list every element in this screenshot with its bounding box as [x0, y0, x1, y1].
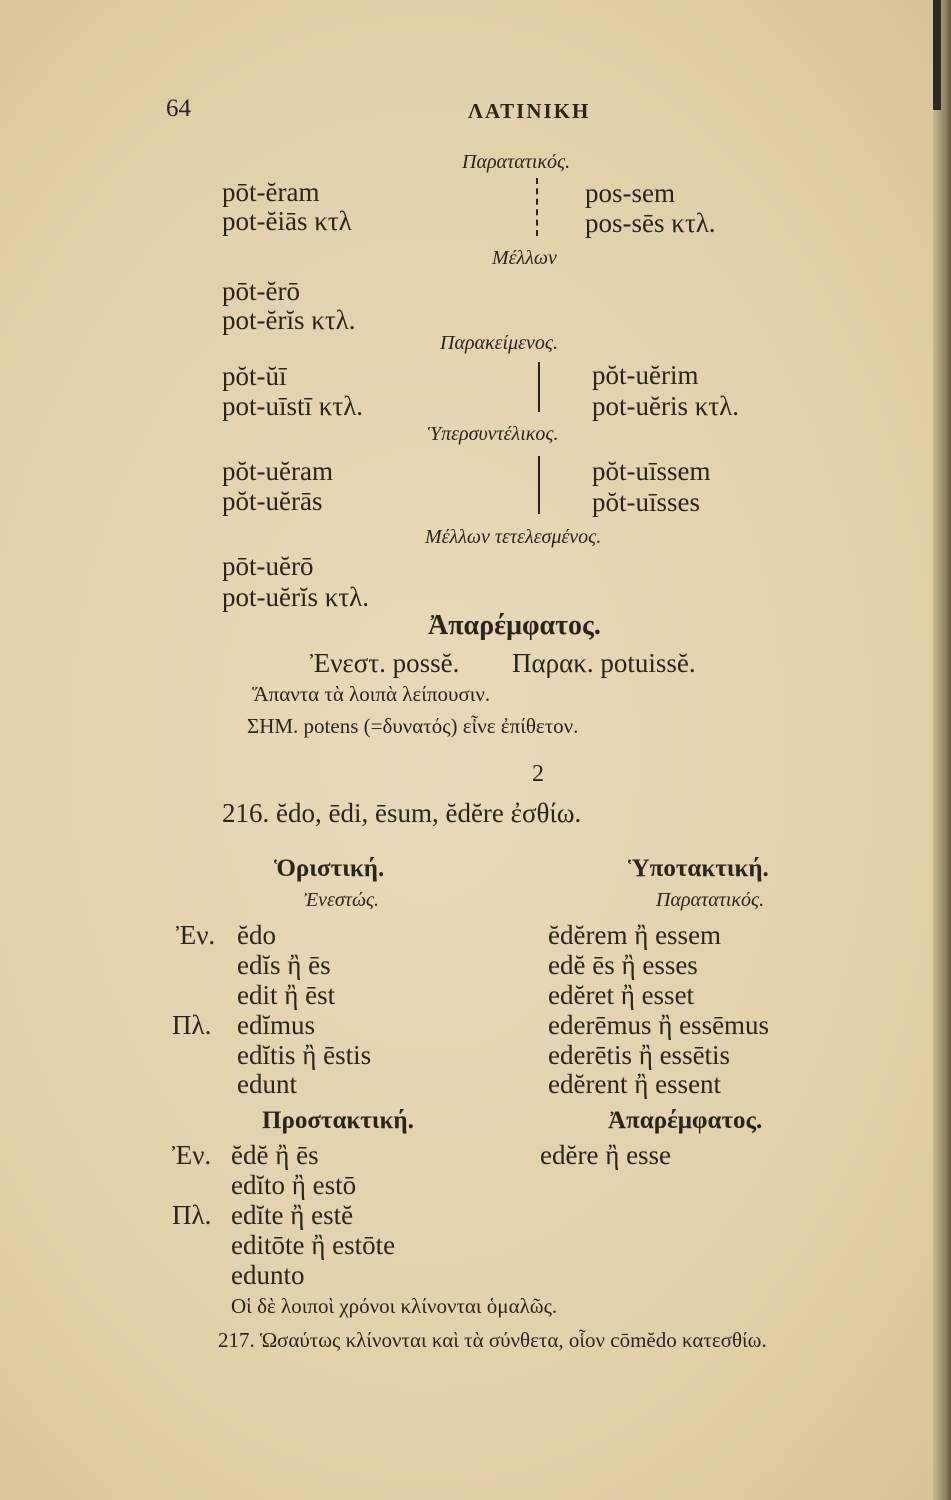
indicative-form-6: edunt [237, 1069, 297, 1099]
subjunctive-form-2: edĕ ēs ἢ esses [548, 950, 698, 980]
indicative-label-1: Ἐν. [176, 920, 216, 950]
page-edge-dark [933, 0, 941, 110]
indicative-form-3: edit ἢ ēst [237, 980, 336, 1010]
heading-perfect: Παρακείμενος. [440, 332, 558, 354]
entry-216: 216. ĕdo, ēdi, ēsum, ĕdĕre ἐσθίω. [222, 798, 582, 828]
section-marker: 2 [532, 761, 544, 787]
divider-1 [536, 178, 538, 236]
form-left-2: pot-ĕiās κτλ [222, 206, 352, 236]
form-right-4: pot-uĕris κτλ. [592, 391, 740, 421]
heading-imperative: Προστακτική. [262, 1107, 414, 1134]
page-number: 64 [166, 95, 191, 122]
form-left-7: pŏt-uĕram [222, 456, 333, 486]
infinitive-present: Ἐνεστ. possĕ. [310, 648, 460, 678]
subjunctive-form-5: ederētis ἢ essētis [548, 1040, 731, 1070]
entry-217: 217. Ὡσαύτως κλίνονται καὶ τὰ σύνθετα, οἷον cōmĕdo κατεσθίω. [218, 1328, 767, 1352]
form-left-1: pōt-ĕram [222, 177, 320, 207]
form-left-8: pŏt-uĕrās [222, 486, 323, 516]
subjunctive-form-3: edĕret ἢ esset [548, 980, 695, 1010]
infinitive-form: edĕre ἢ esse [540, 1140, 672, 1170]
note-regular: Οἱ δὲ λοιποὶ χρόνοι κλίνονται ὁμαλῶς. [231, 1294, 558, 1318]
indicative-label-4: Πλ. [172, 1010, 212, 1040]
heading-future: Μέλλων [492, 247, 557, 269]
subjunctive-form-1: ĕdĕrem ἢ essem [548, 920, 722, 950]
infinitive-perfect: Παρακ. potuissĕ. [512, 648, 696, 678]
form-left-3: pōt-ĕrō [222, 276, 300, 306]
form-right-2: pos-sēs κτλ. [585, 208, 716, 238]
form-left-10: pot-uĕrĭs κτλ. [222, 582, 370, 612]
form-right-5: pŏt-uīssem [592, 456, 711, 486]
imperative-form-2: edĭto ἢ estō [231, 1170, 357, 1200]
imperative-form-5: edunto [231, 1260, 305, 1290]
heading-imperfect: Παρατατικός. [462, 151, 571, 173]
running-title: ΛΑΤΙΝΙΚΗ [468, 99, 591, 123]
subjunctive-tense: Παρατατικός. [656, 889, 765, 911]
indicative-form-2: edĭs ἢ ēs [237, 950, 331, 980]
form-right-6: pŏt-uīsses [592, 487, 700, 517]
heading-infinitive: Ἀπαρέμφατος. [428, 610, 601, 641]
heading-future-perfect: Μέλλων τετελεσμένος. [425, 526, 602, 548]
heading-indicative: Ὁριστική. [274, 855, 385, 882]
imperative-form-1: ĕdĕ ἢ ēs [231, 1140, 319, 1170]
form-left-5: pŏt-ŭī [222, 361, 287, 391]
imperative-label-1: Ἐν. [172, 1140, 212, 1170]
heading-infinitive-2: Ἀπαρέμφατος. [608, 1107, 763, 1134]
divider-3 [538, 456, 540, 514]
form-left-6: pot-uīstī κτλ. [222, 391, 364, 421]
imperative-form-3: edĭte ἢ estĕ [231, 1200, 354, 1230]
indicative-form-5: edĭtis ἢ ēstis [237, 1040, 372, 1070]
form-left-4: pot-ĕrĭs κτλ. [222, 305, 356, 335]
indicative-tense: Ἐνεστώς. [304, 889, 380, 911]
form-right-3: pŏt-uĕrim [592, 360, 699, 390]
heading-pluperfect: Ὑπερσυντέλικος. [428, 423, 559, 445]
divider-2 [538, 362, 540, 412]
subjunctive-form-6: edĕrent ἢ essent [548, 1069, 722, 1099]
note-missing: Ἅπαντα τὰ λοιπὰ λείπουσιν. [252, 682, 491, 706]
form-right-1: pos-sem [585, 178, 675, 208]
form-left-9: pōt-uĕrō [222, 551, 314, 581]
heading-subjunctive: Ὑποτακτική. [628, 855, 769, 882]
indicative-form-4: edĭmus [237, 1010, 315, 1040]
imperative-form-4: editōte ἢ estōte [231, 1230, 396, 1260]
page-edge [933, 0, 951, 1500]
indicative-form-1: ĕdo [237, 920, 276, 950]
note-potens: ΣΗΜ. potens (=δυνατός) εἶνε ἐπίθετον. [247, 714, 579, 738]
imperative-label-3: Πλ. [172, 1200, 212, 1230]
subjunctive-form-4: ederēmus ἢ essēmus [548, 1010, 770, 1040]
